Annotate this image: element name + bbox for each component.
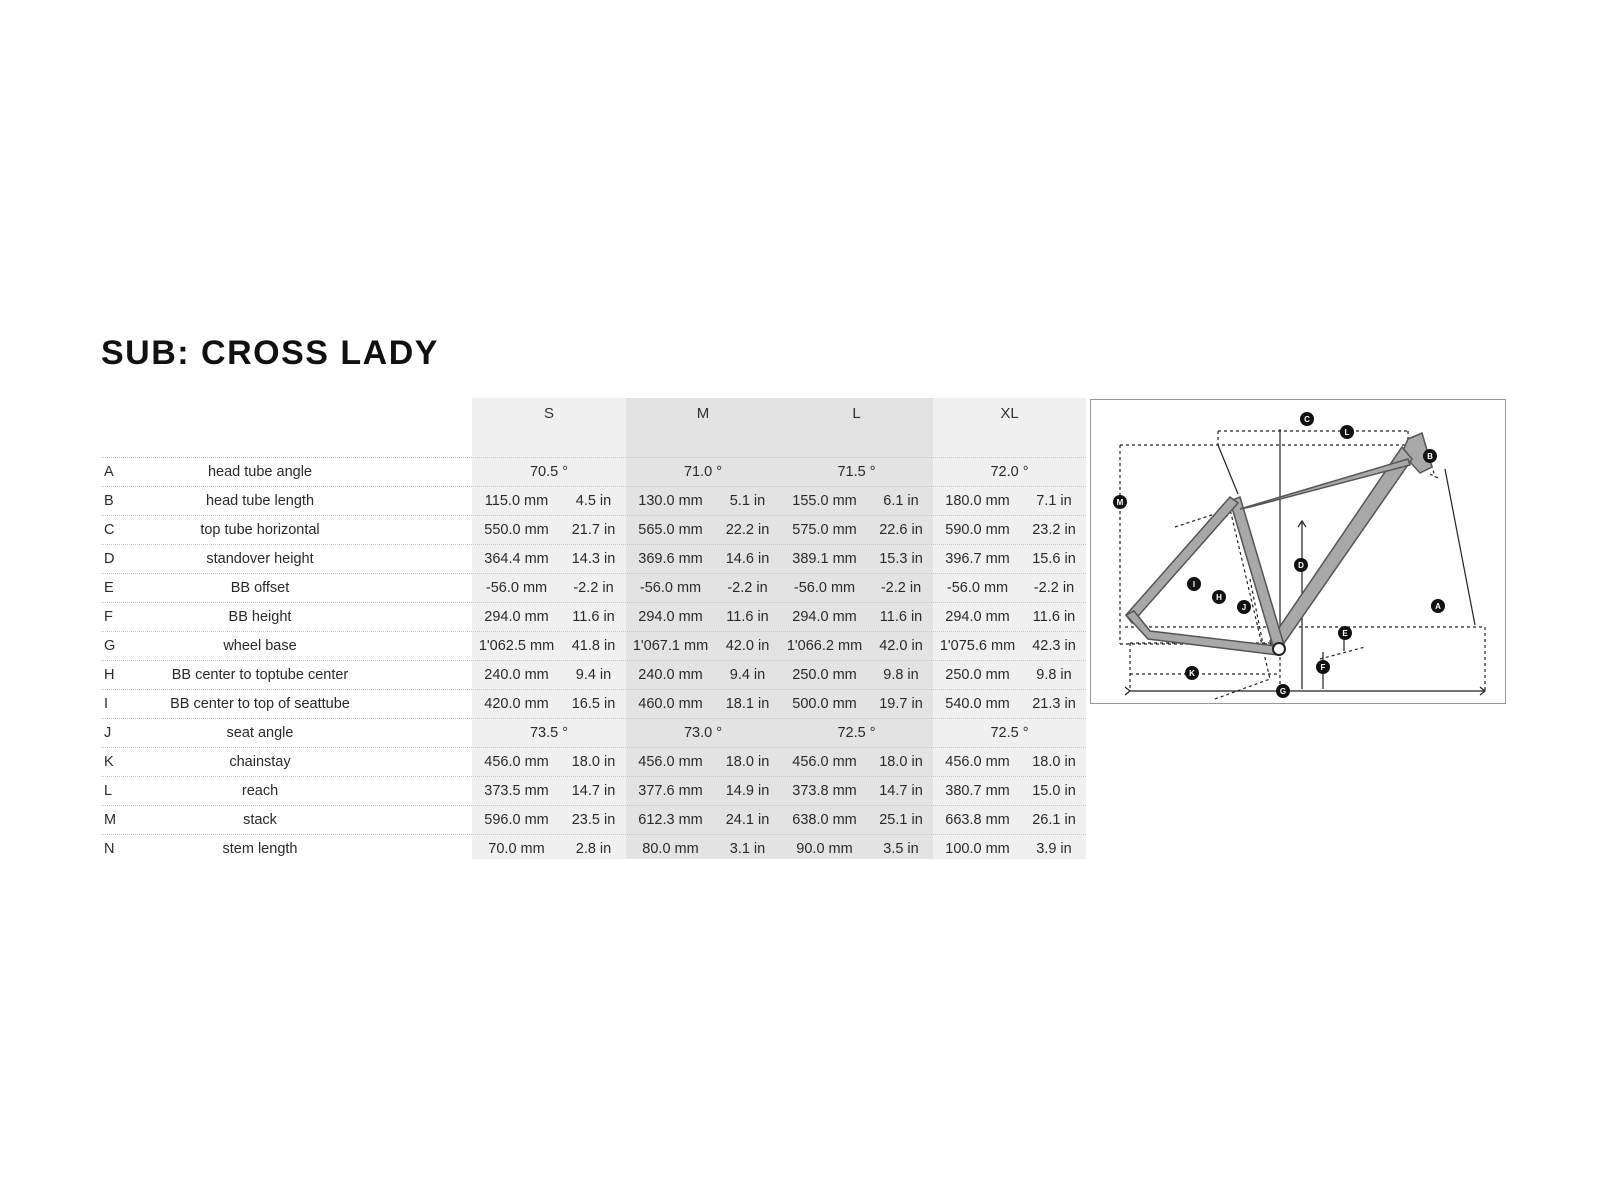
- mm-value: 250.0 mm: [792, 667, 857, 683]
- mm-value: 550.0 mm: [484, 522, 549, 538]
- mm-value: 638.0 mm: [792, 812, 857, 828]
- inch-value: 18.0 in: [725, 754, 770, 770]
- mm-value: 1'062.5 mm: [478, 638, 555, 654]
- mm-value: 540.0 mm: [945, 696, 1010, 712]
- inch-value: -2.2 in: [880, 580, 922, 596]
- svg-text:G: G: [1279, 687, 1287, 696]
- row-label: stack: [243, 812, 277, 828]
- marker-l-icon: [1340, 425, 1354, 439]
- mm-value: 460.0 mm: [638, 696, 703, 712]
- mm-value: 294.0 mm: [792, 609, 857, 625]
- geometry-row: [0, 748, 1600, 777]
- inch-value: 4.5 in: [575, 493, 612, 509]
- svg-text:A: A: [1435, 602, 1441, 611]
- row-letter: L: [104, 783, 113, 799]
- size-header-xl: XL: [1000, 405, 1019, 422]
- size-header-s: S: [543, 405, 554, 422]
- angle-value: 73.5 °: [529, 725, 569, 741]
- size-header-l: L: [852, 405, 861, 422]
- inch-value: 11.6 in: [726, 609, 769, 625]
- geometry-row: [0, 835, 1600, 864]
- mm-value: 596.0 mm: [484, 812, 549, 828]
- mm-value: 456.0 mm: [484, 754, 549, 770]
- geometry-row: [0, 777, 1600, 806]
- inch-value: 23.5 in: [571, 812, 616, 828]
- mm-value: 369.6 mm: [638, 551, 703, 567]
- mm-value: 500.0 mm: [792, 696, 857, 712]
- geometry-row: [0, 806, 1600, 835]
- inch-value: 5.1 in: [729, 493, 766, 509]
- inch-value: 3.5 in: [883, 841, 919, 857]
- mm-value: 1'067.1 mm: [632, 638, 709, 654]
- mm-value: 250.0 mm: [945, 667, 1010, 683]
- row-label: seat angle: [226, 725, 294, 741]
- inch-value: 41.8 in: [571, 638, 616, 654]
- inch-value: 26.1 in: [1032, 812, 1076, 828]
- geometry-row: [0, 719, 1600, 748]
- inch-value: 14.7 in: [571, 783, 616, 799]
- mm-value: 663.8 mm: [945, 812, 1010, 828]
- mm-value: 456.0 mm: [945, 754, 1010, 770]
- row-label: stem length: [222, 841, 298, 857]
- mm-value: 1'066.2 mm: [786, 638, 863, 654]
- row-letter: I: [104, 696, 109, 712]
- page-title: SUB: CROSS LADY: [101, 334, 439, 372]
- mm-value: 456.0 mm: [792, 754, 857, 770]
- mm-value: 115.0 mm: [484, 493, 549, 509]
- inch-value: 18.0 in: [1032, 754, 1076, 770]
- inch-value: 16.5 in: [571, 696, 616, 712]
- angle-value: 71.5 °: [837, 464, 876, 480]
- marker-c-icon: [1300, 412, 1314, 426]
- inch-value: 6.1 in: [883, 493, 919, 509]
- inch-value: 42.0 in: [879, 638, 923, 654]
- inch-value: -2.2 in: [573, 580, 614, 596]
- mm-value: 240.0 mm: [484, 667, 549, 683]
- angle-value: 72.5 °: [990, 725, 1029, 741]
- inch-value: 15.6 in: [1032, 551, 1076, 567]
- mm-value: 373.5 mm: [484, 783, 549, 799]
- inch-value: 3.1 in: [729, 841, 766, 857]
- row-label: head tube length: [205, 493, 315, 509]
- mm-value: 420.0 mm: [484, 696, 549, 712]
- inch-value: 19.7 in: [879, 696, 923, 712]
- inch-value: 14.9 in: [725, 783, 770, 799]
- angle-value: 71.0 °: [683, 464, 723, 480]
- row-letter: M: [104, 812, 117, 828]
- row-letter: J: [104, 725, 112, 741]
- inch-value: 42.3 in: [1032, 638, 1076, 654]
- mm-value: 130.0 mm: [638, 493, 703, 509]
- marker-d-icon: [1294, 558, 1308, 572]
- row-letter: C: [104, 522, 115, 538]
- row-label: BB center to toptube center: [171, 667, 349, 683]
- row-letter: D: [104, 551, 115, 567]
- row-label: top tube horizontal: [200, 522, 320, 538]
- mm-value: 364.4 mm: [484, 551, 549, 567]
- inch-value: 18.0 in: [879, 754, 923, 770]
- mm-value: 155.0 mm: [792, 493, 857, 509]
- svg-text:H: H: [1216, 593, 1222, 602]
- inch-value: 15.3 in: [879, 551, 923, 567]
- inch-value: 11.6 in: [879, 609, 923, 625]
- mm-value: 180.0 mm: [945, 493, 1010, 509]
- mm-value: 456.0 mm: [638, 754, 703, 770]
- inch-value: 25.1 in: [879, 812, 923, 828]
- row-letter: E: [104, 580, 114, 596]
- mm-value: 565.0 mm: [638, 522, 703, 538]
- inch-value: 22.6 in: [879, 522, 923, 538]
- row-letter: F: [104, 609, 113, 625]
- inch-value: 18.0 in: [571, 754, 616, 770]
- row-label: standover height: [206, 551, 314, 567]
- row-label: chainstay: [229, 754, 291, 770]
- mm-value: 70.0 mm: [488, 841, 545, 857]
- svg-text:C: C: [1304, 415, 1310, 424]
- svg-text:L: L: [1344, 428, 1350, 437]
- inch-value: 3.9 in: [1036, 841, 1072, 857]
- svg-text:E: E: [1342, 629, 1348, 638]
- mm-value: 1'075.6 mm: [939, 638, 1016, 654]
- mm-value: 590.0 mm: [945, 522, 1010, 538]
- svg-text:K: K: [1189, 669, 1195, 678]
- marker-i-icon: [1187, 577, 1201, 591]
- row-label: BB height: [228, 609, 292, 625]
- mm-value: 377.6 mm: [638, 783, 703, 799]
- inch-value: 9.8 in: [883, 667, 919, 683]
- mm-value: -56.0 mm: [793, 580, 856, 596]
- angle-value: 70.5 °: [529, 464, 569, 480]
- marker-b-icon: [1423, 449, 1437, 463]
- mm-value: 575.0 mm: [792, 522, 857, 538]
- mm-value: 80.0 mm: [642, 841, 699, 857]
- row-letter: K: [104, 754, 114, 770]
- marker-f-icon: [1316, 660, 1330, 674]
- svg-text:B: B: [1427, 452, 1433, 461]
- svg-text:J: J: [1241, 603, 1247, 612]
- mm-value: -56.0 mm: [946, 580, 1009, 596]
- svg-text:I: I: [1192, 580, 1196, 589]
- row-letter: N: [104, 841, 115, 857]
- svg-text:F: F: [1320, 663, 1326, 672]
- inch-value: 42.0 in: [725, 638, 770, 654]
- angle-value: 73.0 °: [683, 725, 723, 741]
- angle-value: 72.0 °: [990, 464, 1029, 480]
- mm-value: 294.0 mm: [945, 609, 1010, 625]
- mm-value: 612.3 mm: [638, 812, 703, 828]
- inch-value: 14.6 in: [725, 551, 770, 567]
- marker-g-icon: [1276, 684, 1290, 698]
- marker-h-icon: [1212, 590, 1226, 604]
- marker-j-icon: [1237, 600, 1251, 614]
- mm-value: 380.7 mm: [945, 783, 1010, 799]
- inch-value: 21.7 in: [571, 522, 616, 538]
- inch-value: 18.1 in: [725, 696, 770, 712]
- mm-value: 396.7 mm: [945, 551, 1010, 567]
- inch-value: 9.4 in: [575, 667, 612, 683]
- svg-text:D: D: [1298, 561, 1304, 570]
- mm-value: 100.0 mm: [945, 841, 1010, 857]
- inch-value: 9.4 in: [729, 667, 766, 683]
- mm-value: 389.1 mm: [792, 551, 857, 567]
- row-label: BB center to top of seattube: [170, 696, 350, 712]
- inch-value: 21.3 in: [1032, 696, 1076, 712]
- frame-geometry-diagram: [1090, 399, 1506, 704]
- inch-value: -2.2 in: [1033, 580, 1075, 596]
- inch-value: 9.8 in: [1036, 667, 1072, 683]
- row-letter: G: [104, 638, 116, 654]
- row-label: wheel base: [223, 638, 297, 654]
- inch-value: 24.1 in: [725, 812, 770, 828]
- mm-value: -56.0 mm: [639, 580, 702, 596]
- marker-e-icon: [1338, 626, 1352, 640]
- angle-value: 72.5 °: [837, 725, 876, 741]
- inch-value: 15.0 in: [1032, 783, 1076, 799]
- row-label: BB offset: [230, 580, 290, 596]
- inch-value: 11.6 in: [1032, 609, 1076, 625]
- inch-value: 14.3 in: [571, 551, 616, 567]
- inch-value: 2.8 in: [575, 841, 612, 857]
- row-letter: A: [104, 464, 114, 480]
- row-label: head tube angle: [207, 464, 312, 480]
- mm-value: 294.0 mm: [484, 609, 549, 625]
- inch-value: -2.2 in: [727, 580, 768, 596]
- mm-value: -56.0 mm: [485, 580, 548, 596]
- svg-text:M: M: [1116, 498, 1124, 507]
- inch-value: 7.1 in: [1036, 493, 1072, 509]
- inch-value: 22.2 in: [725, 522, 770, 538]
- size-header-m: M: [696, 405, 710, 422]
- mm-value: 373.8 mm: [792, 783, 857, 799]
- mm-value: 240.0 mm: [638, 667, 703, 683]
- marker-m-icon: [1113, 495, 1127, 509]
- inch-value: 14.7 in: [879, 783, 923, 799]
- row-letter: H: [104, 667, 115, 683]
- row-label: reach: [241, 783, 279, 799]
- row-letter: B: [104, 493, 114, 509]
- marker-a-icon: [1431, 599, 1445, 613]
- marker-k-icon: [1185, 666, 1199, 680]
- mm-value: 90.0 mm: [796, 841, 853, 857]
- inch-value: 23.2 in: [1032, 522, 1076, 538]
- inch-value: 11.6 in: [572, 609, 615, 625]
- mm-value: 294.0 mm: [638, 609, 703, 625]
